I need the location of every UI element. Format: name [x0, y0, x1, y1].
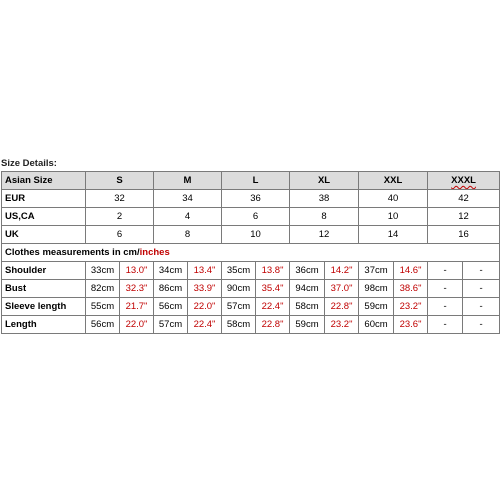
cm-value-cell: 37cm	[359, 262, 394, 280]
conversion-value-cell: 2	[86, 208, 154, 226]
cm-value-cell: 34cm	[154, 262, 188, 280]
inch-value-cell: 13.4"	[188, 262, 222, 280]
conversion-value-cell: 38	[290, 190, 359, 208]
cm-value-cell: 57cm	[154, 316, 188, 334]
cm-value-cell: -	[428, 262, 463, 280]
conversion-value-cell: 8	[290, 208, 359, 226]
inch-value-cell: 23.2"	[325, 316, 359, 334]
conversion-value-cell: 32	[86, 190, 154, 208]
cm-value-cell: 90cm	[222, 280, 256, 298]
section-row	[2, 244, 500, 262]
inch-value-cell: 22.4"	[256, 298, 290, 316]
size-header-cell	[290, 172, 359, 190]
inch-value-cell: 14.6"	[394, 262, 428, 280]
conversion-value-cell: 12	[290, 226, 359, 244]
conversion-value-cell: 14	[359, 226, 428, 244]
size-label: M	[183, 175, 192, 186]
inch-value-cell: 22.8"	[325, 298, 359, 316]
measurement-row	[2, 316, 500, 334]
conversion-value-cell: 34	[154, 190, 222, 208]
section-title-prefix: Clothes measurements in cm/	[5, 247, 140, 258]
inch-value-cell: 33.9"	[188, 280, 222, 298]
cm-value-cell: 56cm	[86, 316, 120, 334]
cm-value-cell: 58cm	[222, 316, 256, 334]
conversion-value-cell: 40	[359, 190, 428, 208]
row-label-cell: Sleeve length	[2, 298, 86, 316]
cm-value-cell: -	[463, 262, 500, 280]
inch-value-cell: 35.4"	[256, 280, 290, 298]
conversion-value-cell: 12	[428, 208, 500, 226]
header-label-cell: Asian Size	[2, 172, 86, 190]
conversion-value-cell: 42	[428, 190, 500, 208]
row-label-cell: Shoulder	[2, 262, 86, 280]
cm-value-cell: -	[428, 298, 463, 316]
inch-value-cell: 23.2"	[394, 298, 428, 316]
row-label-cell: EUR	[2, 190, 86, 208]
inch-value-cell: 37.0"	[325, 280, 359, 298]
inch-value-cell: 13.8"	[256, 262, 290, 280]
size-label: XL	[317, 175, 331, 186]
size-header-cell	[222, 172, 290, 190]
cm-value-cell: -	[428, 316, 463, 334]
conversion-value-cell: 8	[154, 226, 222, 244]
size-label: XXL	[383, 175, 403, 186]
inch-value-cell: 13.0"	[120, 262, 154, 280]
conversion-row	[2, 190, 500, 208]
conversion-value-cell: 10	[359, 208, 428, 226]
inch-value-cell: 22.4"	[188, 316, 222, 334]
inch-value-cell: 23.6"	[394, 316, 428, 334]
cm-value-cell: 94cm	[290, 280, 325, 298]
inch-value-cell: 21.7"	[120, 298, 154, 316]
cm-value-cell: 35cm	[222, 262, 256, 280]
cm-value-cell: 56cm	[154, 298, 188, 316]
cm-value-cell: -	[463, 280, 500, 298]
cm-value-cell: -	[463, 316, 500, 334]
conversion-value-cell: 36	[222, 190, 290, 208]
measurement-row	[2, 262, 500, 280]
cm-value-cell: 59cm	[359, 298, 394, 316]
cm-value-cell: 98cm	[359, 280, 394, 298]
inch-value-cell: 22.0"	[120, 316, 154, 334]
cm-value-cell: 57cm	[222, 298, 256, 316]
inch-value-cell: 38.6"	[394, 280, 428, 298]
size-details-caption: Size Details:	[1, 158, 57, 169]
cm-value-cell: 86cm	[154, 280, 188, 298]
inch-value-cell: 32.3"	[120, 280, 154, 298]
row-label-cell: US,CA	[2, 208, 86, 226]
measurement-row	[2, 280, 500, 298]
cm-value-cell: 36cm	[290, 262, 325, 280]
conversion-row	[2, 226, 500, 244]
cm-value-cell: 82cm	[86, 280, 120, 298]
row-label-cell: Length	[2, 316, 86, 334]
cm-value-cell: 58cm	[290, 298, 325, 316]
header-row	[2, 172, 500, 190]
section-title-cell	[2, 244, 500, 262]
cm-value-cell: 55cm	[86, 298, 120, 316]
conversion-value-cell: 4	[154, 208, 222, 226]
inch-value-cell: 14.2"	[325, 262, 359, 280]
size-label: L	[252, 175, 259, 186]
cm-value-cell: -	[463, 298, 500, 316]
size-header-cell	[428, 172, 500, 190]
inch-value-cell: 22.0"	[188, 298, 222, 316]
section-title-highlight: inches	[139, 247, 170, 258]
cm-value-cell: 33cm	[86, 262, 120, 280]
cm-value-cell: 59cm	[290, 316, 325, 334]
size-header-cell	[86, 172, 154, 190]
conversion-value-cell: 10	[222, 226, 290, 244]
cm-value-cell: 60cm	[359, 316, 394, 334]
cm-value-cell: -	[428, 280, 463, 298]
row-label-cell: Bust	[2, 280, 86, 298]
row-label-cell: UK	[2, 226, 86, 244]
size-header-cell	[359, 172, 428, 190]
size-table	[1, 171, 500, 334]
conversion-value-cell: 6	[86, 226, 154, 244]
size-label: S	[116, 175, 123, 186]
conversion-value-cell: 6	[222, 208, 290, 226]
inch-value-cell: 22.8"	[256, 316, 290, 334]
conversion-row	[2, 208, 500, 226]
conversion-value-cell: 16	[428, 226, 500, 244]
measurement-row	[2, 298, 500, 316]
size-header-cell	[154, 172, 222, 190]
size-label: XXXL	[451, 175, 476, 186]
